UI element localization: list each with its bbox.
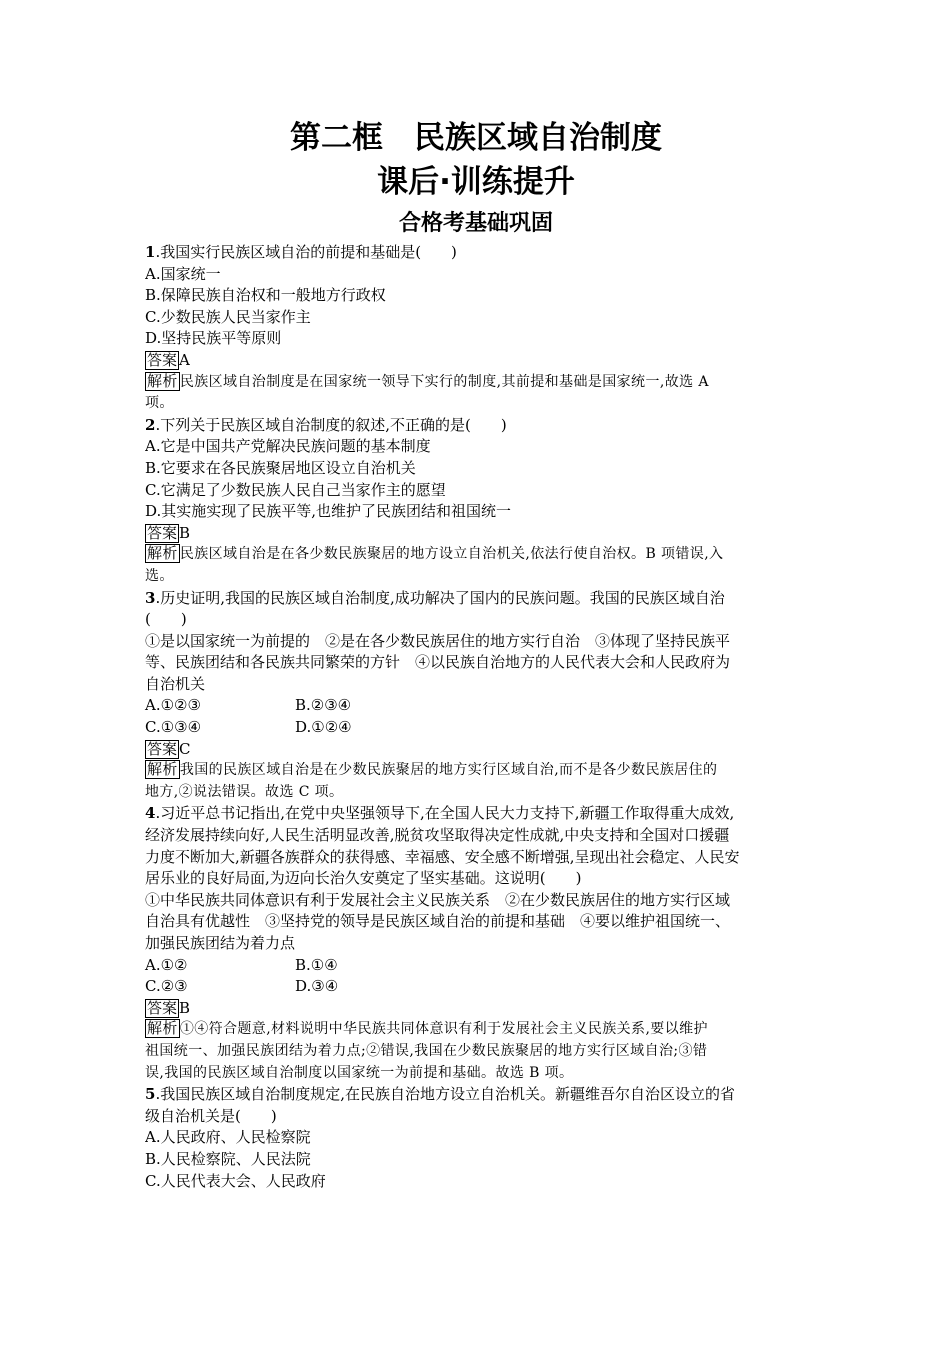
answer-row bbox=[145, 523, 815, 545]
statement-line: 等、民族团结和各民族共同繁荣的方针 ④以民族自治地方的人民代表大会和人民政府为 bbox=[145, 653, 731, 672]
question-number: 3 bbox=[145, 588, 156, 607]
question-text: .我国实行民族区域自治的前提和基础是( ) bbox=[155, 243, 457, 261]
analysis-label: 解析 bbox=[147, 1019, 178, 1038]
option-b: B.保障民族自治权和一般地方行政权 bbox=[145, 286, 386, 305]
analysis-text: 民族区域自治是在各少数民族聚居的地方设立自治机关,依法行使自治权。B 项错误,入 bbox=[179, 546, 724, 563]
analysis-text: 选。 bbox=[145, 567, 174, 584]
option-a: A.它是中国共产党解决民族问题的基本制度 bbox=[145, 437, 431, 456]
answer-label: 答案 bbox=[147, 998, 178, 1017]
question-number: 5 bbox=[145, 1085, 156, 1104]
analysis-row bbox=[145, 372, 815, 394]
answer-value: A bbox=[179, 350, 190, 369]
question-5-stem bbox=[145, 1084, 815, 1106]
question-text: .我国民族区域自治制度规定,在民族自治地方设立自治机关。新疆维吾尔自治区设立的省 bbox=[155, 1085, 735, 1104]
options-row bbox=[145, 955, 815, 977]
question-text: .下列关于民族区域自治制度的叙述,不正确的是( ) bbox=[155, 415, 507, 434]
option-a: A.①② bbox=[145, 955, 188, 974]
statement-line: ①是以国家统一为前提的 ②是在各少数民族居住的地方实行自治 ③体现了坚持民族平 bbox=[145, 631, 731, 650]
question-1-stem bbox=[145, 242, 815, 264]
question-text: 经济发展持续向好,人民生活明显改善,脱贫攻坚取得决定性成就,中央支持和全国对口援疆 bbox=[145, 826, 730, 845]
question-text: 级自治机关是( ) bbox=[145, 1106, 277, 1125]
question-text: 居乐业的良好局面,为迈向长治久安奠定了坚实基础。这说明( ) bbox=[145, 869, 582, 888]
question-number: 2 bbox=[145, 415, 156, 434]
section-heading: 合格考基础巩固 bbox=[398, 211, 553, 236]
answer-value: C bbox=[179, 739, 191, 758]
answer-label: 答案 bbox=[147, 523, 178, 542]
options-row bbox=[145, 717, 815, 739]
option-d: D.③④ bbox=[295, 977, 339, 996]
analysis-text: 我国的民族区域自治是在少数民族聚居的地方实行区域自治,而不是各少数民族居住的 bbox=[179, 762, 718, 779]
option-a: A.人民政府、人民检察院 bbox=[145, 1128, 311, 1147]
analysis-label: 解析 bbox=[147, 760, 178, 779]
analysis-label: 解析 bbox=[147, 371, 178, 390]
answer-label: 答案 bbox=[147, 739, 178, 758]
option-c: C.少数民族人民当家作主 bbox=[145, 307, 311, 326]
option-b: B.它要求在各民族聚居地区设立自治机关 bbox=[145, 458, 416, 477]
answer-row bbox=[145, 998, 815, 1020]
option-d: D.坚持民族平等原则 bbox=[145, 329, 282, 348]
analysis-text: 地方,②说法错误。故选 C 项。 bbox=[145, 783, 344, 800]
statement-line: 加强民族团结为着力点 bbox=[145, 934, 296, 952]
option-b: B.②③④ bbox=[295, 696, 352, 715]
question-text: 力度不断加大,新疆各族群众的获得感、幸福感、安全感不断增强,呈现出社会稳定、人民安 bbox=[145, 847, 740, 866]
question-number: 1 bbox=[145, 243, 156, 261]
statement-line: ①中华民族共同体意识有利于发展社会主义民族关系 ②在少数民族居住的地方实行区域 bbox=[145, 890, 731, 909]
page-subtitle: 课后·训练提升 bbox=[377, 164, 575, 200]
question-list bbox=[145, 242, 815, 1192]
options-row bbox=[145, 976, 815, 998]
option-d: D.其实施实现了民族平等,也维护了民族团结和祖国统一 bbox=[145, 502, 512, 521]
analysis-row bbox=[145, 1019, 815, 1041]
option-d: D.①②④ bbox=[295, 718, 352, 737]
option-c: C.它满足了少数民族人民自己当家作主的愿望 bbox=[145, 480, 446, 499]
page-title: 第二框 民族区域自治制度 bbox=[290, 120, 662, 156]
option-b: B.①④ bbox=[295, 955, 338, 974]
option-a: A.国家统一 bbox=[145, 264, 221, 283]
analysis-row bbox=[145, 544, 815, 566]
question-text: .习近平总书记指出,在党中央坚强领导下,在全国人民大力支持下,新疆工作取得重大成效, bbox=[155, 804, 735, 823]
answer-row bbox=[145, 350, 815, 372]
question-text: ( ) bbox=[145, 610, 187, 629]
question-4-stem bbox=[145, 803, 815, 825]
statement-line: 自治机关 bbox=[145, 674, 206, 693]
question-2-stem bbox=[145, 415, 815, 437]
option-b: B.人民检察院、人民法院 bbox=[145, 1149, 311, 1168]
analysis-label: 解析 bbox=[147, 544, 178, 563]
question-3-stem bbox=[145, 588, 815, 610]
question-text: .历史证明,我国的民族区域自治制度,成功解决了国内的民族问题。我国的民族区域自治 bbox=[155, 588, 725, 607]
question-number: 4 bbox=[145, 804, 156, 823]
analysis-text: ①④符合题意,材料说明中华民族共同体意识有利于发展社会主义民族关系,要以维护 bbox=[179, 1021, 708, 1038]
option-c: C.①③④ bbox=[145, 718, 202, 737]
analysis-row bbox=[145, 760, 815, 782]
options-row bbox=[145, 695, 815, 717]
option-c: C.②③ bbox=[145, 977, 188, 996]
answer-value: B bbox=[179, 523, 191, 542]
option-c: C.人民代表大会、人民政府 bbox=[145, 1171, 326, 1190]
answer-value: B bbox=[179, 998, 191, 1017]
analysis-text: 祖国统一、加强民族团结为着力点;②错误,我国在少数民族聚居的地方实行区域自治;③错 bbox=[145, 1042, 708, 1059]
statement-line: 自治具有优越性 ③坚持党的领导是民族区域自治的前提和基础 ④要以维护祖国统一、 bbox=[145, 912, 731, 931]
analysis-text: 项。 bbox=[145, 395, 174, 412]
option-a: A.①②③ bbox=[145, 696, 201, 715]
answer-row bbox=[145, 739, 815, 761]
analysis-text: 民族区域自治制度是在国家统一领导下实行的制度,其前提和基础是国家统一,故选 A bbox=[179, 373, 709, 390]
analysis-text: 误,我国的民族区域自治制度以国家统一为前提和基础。故选 B 项。 bbox=[145, 1064, 574, 1081]
answer-label: 答案 bbox=[147, 350, 178, 369]
